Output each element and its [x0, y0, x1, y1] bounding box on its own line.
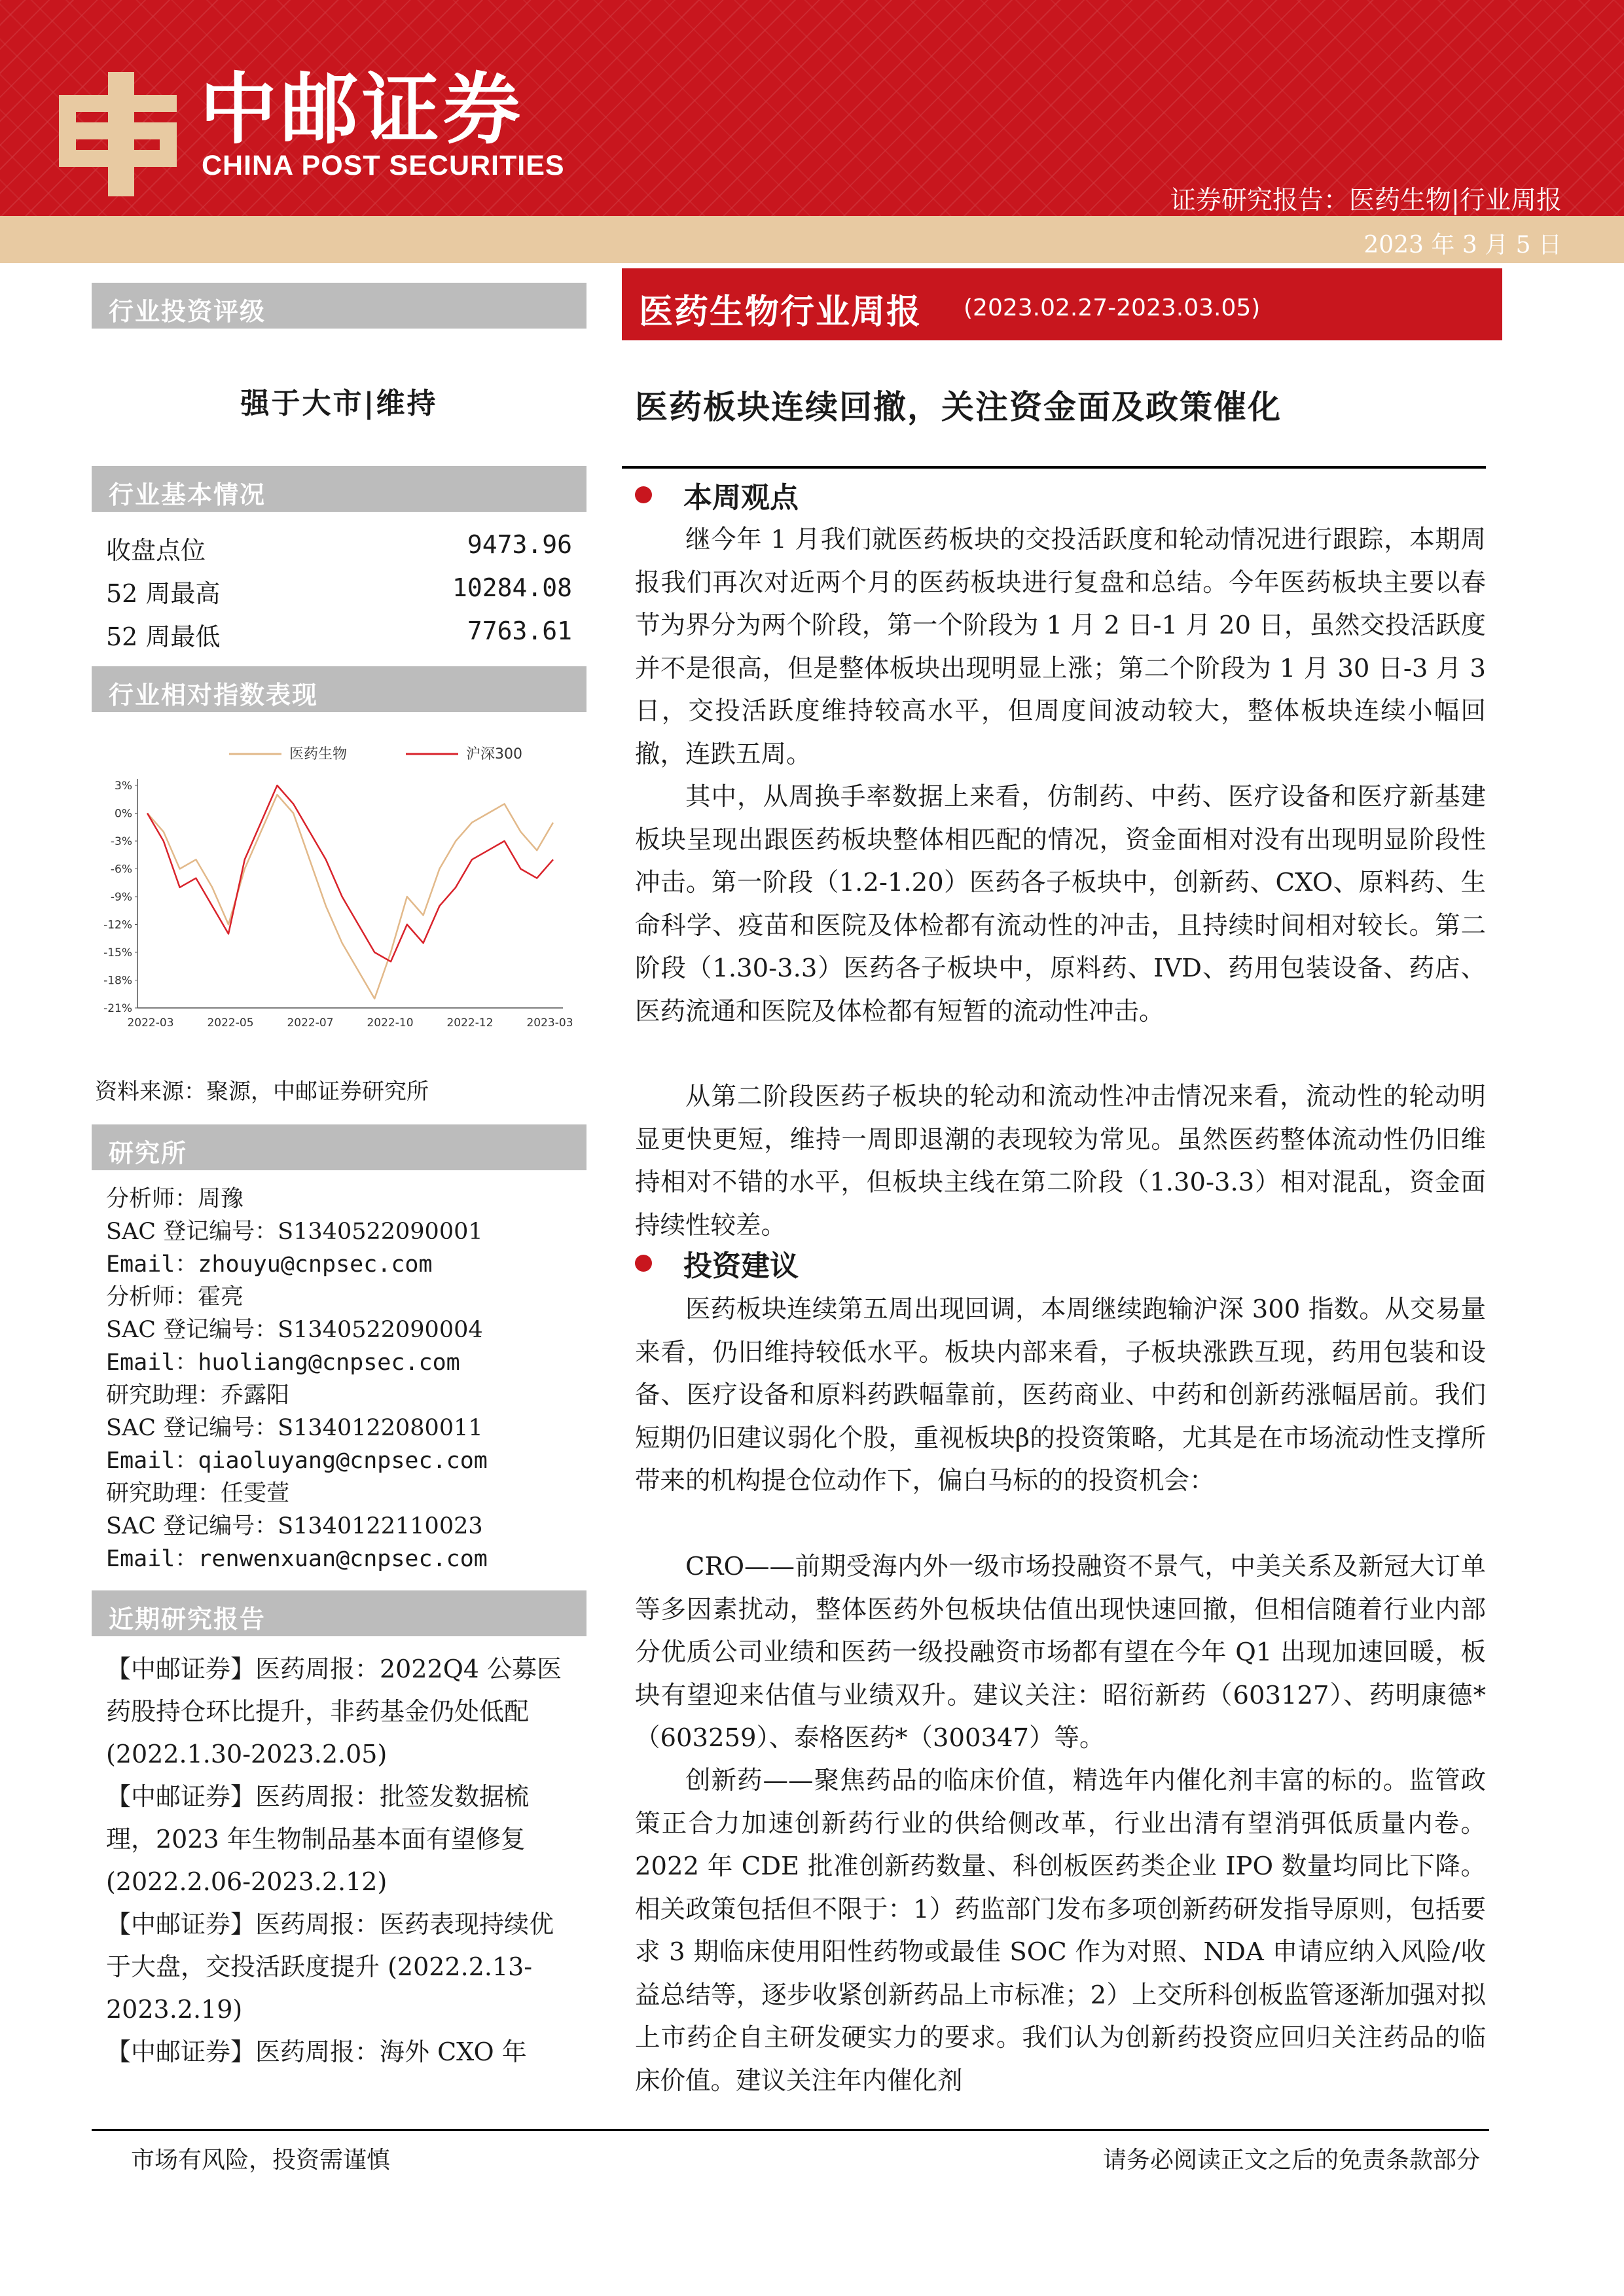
stat-label: 52 周最低	[106, 622, 221, 651]
section-title: 本周观点	[683, 481, 799, 514]
stat-value: 10284.08	[452, 573, 572, 602]
y-tick-label: -21%	[103, 1002, 132, 1015]
body-paragraph: 继今年 1 月我们就医药板块的交投活跃度和轮动情况进行跟踪，本期周报我们再次对近两个月的医药板块进行复盘和总结。今年医药板块主要以春节为界分为两个阶段，第一个阶段为 1 月 2 日-1 月 20 日，虽然交投活跃度并不是很高，但是整体板块出现明显上涨；第二个阶段为 1 月 30 日-3 月 3 日，交投活跃度维持较高水平，但周度间波动较大，整体板块连续小幅回撤，连跌五周。	[635, 525, 1486, 769]
analyst-sac: SAC 登记编号：S1340122110023	[106, 1513, 483, 1539]
body-paragraph: 其中，从周换手率数据上来看，仿制药、中药、医疗设备和医疗新基建板块呈现出跟医药板块整体相匹配的情况，资金面相对没有出现明显阶段性冲击。第一阶段（1.2-1.20）医药各子板块中，创新药、CXO、原料药、生命科学、疫苗和医院及体检都有流动性的冲击，且持续时间相对较长。第二阶段（1.30-3.3）医药各子板块中，原料药、IVD、药用包装设备、药店、医药流通和医院及体检都有短暂的流动性冲击。	[635, 782, 1486, 1026]
report-title-bar	[622, 268, 1502, 340]
recent-report-item[interactable]: 【中邮证券】医药周报：批签发数据梳理，2023 年生物制品基本面有望修复 (2022.2.06-2023.2.12)	[106, 1782, 530, 1896]
x-tick-label: 2022-12	[446, 1016, 494, 1030]
stat-value: 9473.96	[467, 530, 572, 559]
relative-index-chart	[92, 726, 586, 1041]
report-headline: 医药板块连续回撤，关注资金面及政策催化	[635, 387, 1282, 426]
report-date-range: (2023.02.27-2023.03.05)	[964, 295, 1261, 321]
recent-report-item[interactable]: 【中邮证券】医药周报：海外 CXO 年	[106, 2037, 527, 2066]
logo-english: CHINA POST SECURITIES	[202, 150, 565, 181]
section-heading	[635, 1242, 799, 1284]
series-line	[147, 795, 553, 999]
recent-reports-header	[92, 1590, 586, 1636]
y-tick-label: -18%	[103, 974, 132, 988]
recent-report-item[interactable]: 【中邮证券】医药周报：医药表现持续优于大盘，交投活跃度提升 (2022.2.13-2023.2.19)	[106, 1910, 554, 2024]
x-tick-label: 2022-03	[127, 1016, 174, 1030]
analyst-name: 分析师：周豫	[106, 1186, 244, 1212]
analyst-sac: SAC 登记编号：S1340522090001	[106, 1219, 483, 1245]
y-tick-label: -15%	[103, 946, 132, 960]
bullet-icon	[635, 1255, 652, 1272]
body-paragraph: 创新药——聚焦药品的临床价值，精选年内催化剂丰富的标的。监管政策正合力加速创新药行业的供给侧改革，行业出清有望消弭低质量内卷。2022 年 CDE 批准创新药数量、科创板医药类企业 IPO 数量均同比下降。相关政策包括但不限于：1）药监部门发布多项创新药研发指导原则，包括要求 3 期临床使用阳性药物或最佳 SOC 作为对照、NDA 申请应纳入风险/收益总结等，逐步收紧创新药品上市标准；2）上交所科创板监管逐渐加强对拟上市药企自主研发硬实力的要求。我们认为创新药投资应回归关注药品的临床价值。建议关注年内催化剂	[635, 1766, 1486, 2096]
x-tick-label: 2022-10	[367, 1016, 414, 1030]
y-tick-label: -12%	[103, 918, 132, 932]
analyst-email[interactable]: Email：qiaoluyang@cnpsec.com	[106, 1448, 488, 1474]
recent-report-item[interactable]: 【中邮证券】医药周报：2022Q4 公募医药股持仓环比提升，非药基金仍处低配(2022.1.30-2023.2.05)	[106, 1655, 562, 1768]
analyst-sac: SAC 登记编号：S1340522090004	[106, 1317, 483, 1343]
footer-disclaimer: 请务必阅读正文之后的免责条款部分	[1102, 2147, 1480, 2174]
legend-label: 医药生物	[289, 746, 348, 762]
stat-row	[106, 524, 572, 565]
bullet-icon	[635, 486, 652, 503]
china-post-logo-icon	[52, 69, 183, 200]
body-paragraph: CRO——前期受海内外一级市场投融资不景气，中美关系及新冠大订单等多因素扰动，整体医药外包板块估值出现快速回撤，但相信随着行业内部分优质公司业绩和医药一级投融资市场都有望在今年 Q1 出现加速回暖，板块有望迎来估值与业绩双升。建议关注：昭衍新药（603127）、药明康德*（603259）、泰格医药*（300347）等。	[635, 1552, 1486, 1753]
basics-section-title: 行业基本情况	[109, 480, 266, 509]
analyst-sac: SAC 登记编号：S1340122080011	[106, 1415, 483, 1441]
section-title: 投资建议	[683, 1249, 799, 1283]
performance-section-header	[92, 666, 586, 712]
y-tick-label: -6%	[110, 863, 132, 876]
chart-source: 资料来源：聚源，中邮证券研究所	[95, 1079, 429, 1105]
research-section-header	[92, 1124, 586, 1170]
analyst-email[interactable]: Email：zhouyu@cnpsec.com	[106, 1251, 433, 1278]
analyst-name: 研究助理：任雯萱	[106, 1480, 290, 1507]
footer-risk-note: 市场有风险，投资需谨慎	[131, 2147, 391, 2174]
x-tick-label: 2022-05	[207, 1016, 254, 1030]
stat-label: 52 周最高	[106, 579, 221, 608]
logo-chinese: 中邮证券	[200, 64, 525, 154]
body-paragraph: 医药板块连续第五周出现回调，本周继续跑输沪深 300 指数。从交易量来看，仍旧维持较低水平。板块内部来看，子板块涨跌互现，药用包装和设备、医疗设备和原料药跌幅靠前，医药商业、中药和创新药涨幅居前。我们短期仍旧建议弱化个股，重视板块β的投资策略，尤其是在市场流动性支撑所带来的机构提仓位动作下，偏白马标的的投资机会：	[635, 1295, 1486, 1496]
header-banner	[0, 0, 1624, 216]
research-section-title: 研究所	[109, 1138, 188, 1168]
y-tick-label: 3%	[115, 780, 132, 793]
basics-section-header	[92, 466, 586, 512]
stat-row	[106, 567, 572, 609]
section-heading	[635, 474, 799, 516]
y-tick-label: 0%	[115, 807, 132, 821]
stat-value: 7763.61	[467, 617, 572, 645]
analyst-email[interactable]: Email：renwenxuan@cnpsec.com	[106, 1546, 488, 1572]
report-title: 医药生物行业周报	[639, 292, 922, 332]
report-date: 2023 年 3 月 5 日	[1363, 232, 1562, 259]
analyst-name: 分析师：霍亮	[106, 1284, 244, 1310]
report-type: 证券研究报告：医药生物|行业周报	[1170, 186, 1562, 215]
header-date-band	[0, 216, 1624, 263]
stat-row	[106, 610, 572, 652]
performance-section-title: 行业相对指数表现	[109, 680, 319, 709]
y-tick-label: -3%	[110, 835, 132, 848]
rating-section-title: 行业投资评级	[109, 296, 266, 326]
body-paragraph: 从第二阶段医药子板块的轮动和流动性冲击情况来看，流动性的轮动明显更快更短，维持一周即退潮的表现较为常见。虽然医药整体流动性仍旧维持相对不错的水平，但板块主线在第二阶段（1.30-3.3）相对混乱，资金面持续性较差。	[635, 1082, 1486, 1240]
recent-reports-list	[106, 1648, 564, 2073]
x-tick-label: 2023-03	[526, 1016, 573, 1030]
analyst-email[interactable]: Email：huoliang@cnpsec.com	[106, 1350, 460, 1376]
y-tick-label: -9%	[110, 891, 132, 904]
stat-label: 收盘点位	[106, 536, 206, 565]
headline-divider	[622, 466, 1486, 469]
recent-reports-title: 近期研究报告	[109, 1604, 266, 1634]
industry-rating: 强于大市|维持	[240, 387, 438, 420]
chart-svg	[92, 726, 586, 1041]
x-tick-label: 2022-07	[287, 1016, 334, 1030]
legend-label: 沪深300	[466, 746, 522, 762]
rating-section-header	[92, 283, 586, 329]
footer-divider	[92, 2129, 1489, 2131]
analyst-name: 研究助理：乔露阳	[106, 1382, 290, 1408]
